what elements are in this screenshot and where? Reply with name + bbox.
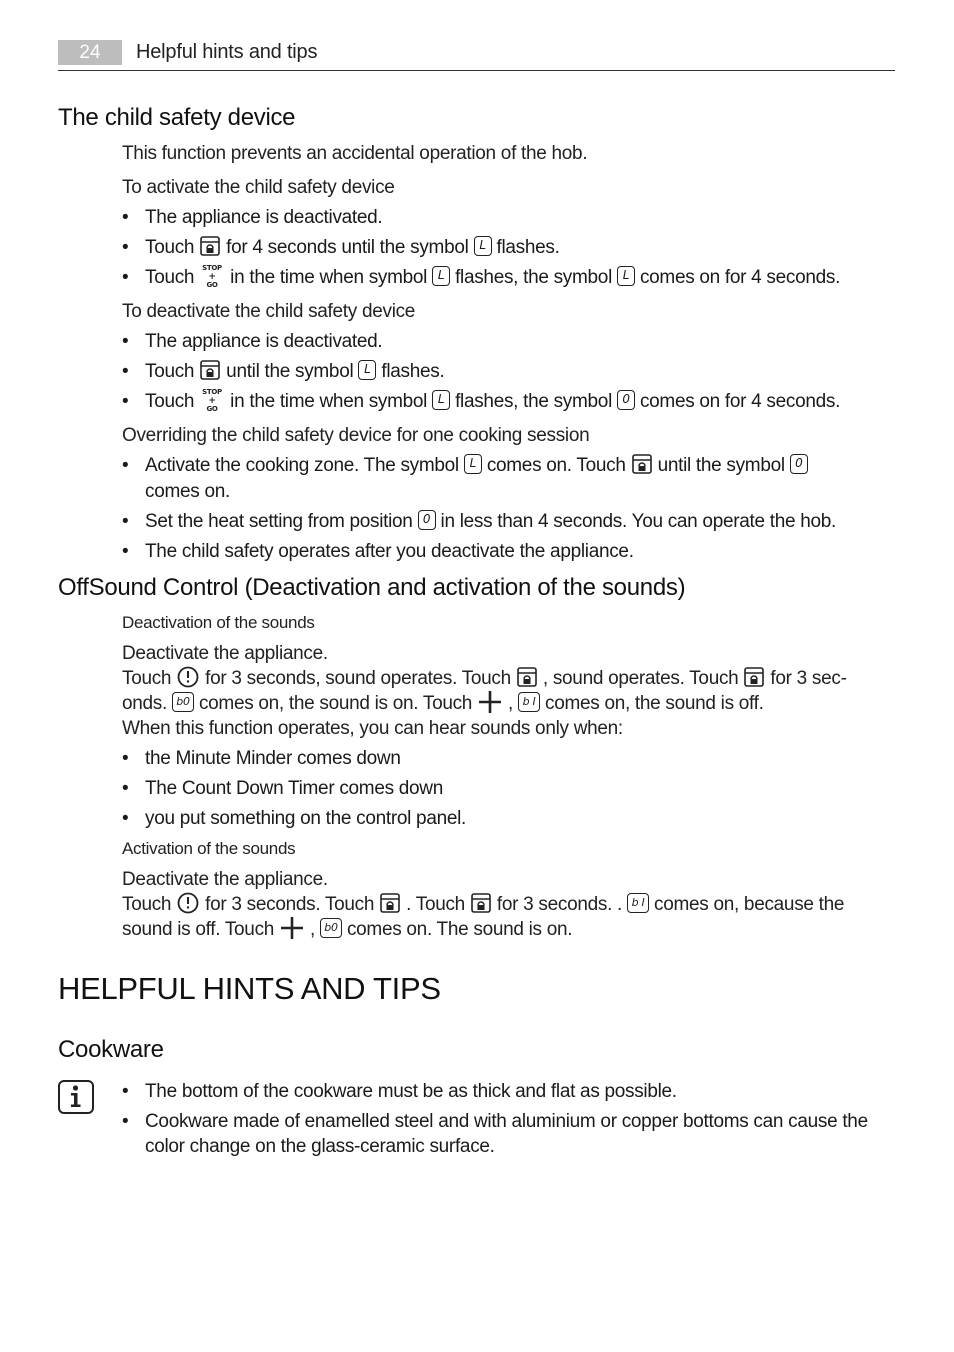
list-item: Touch STOP + GO in the time when symbol L flashes, the symbol L comes on for 4 seconds. <box>145 264 841 289</box>
intro-text: This function prevents an accidental operation of the hob. <box>122 143 588 164</box>
symbol-zero: 0 <box>617 390 635 410</box>
bullet: • <box>122 331 129 352</box>
bullet: • <box>122 808 129 829</box>
label-activation: Activation of the sounds <box>122 839 296 858</box>
key-lock-icon <box>199 359 221 381</box>
section-heading-child-safety: The child safety device <box>58 104 296 131</box>
bullet: • <box>122 1081 129 1102</box>
paragraph-line: Touch for 3 seconds. Touch . Touch for 3 seconds. . b I comes on, because the <box>122 892 844 917</box>
bullet: • <box>122 541 129 562</box>
key-lock-icon <box>743 666 765 688</box>
symbol-L: L <box>474 236 492 256</box>
symbol-L: L <box>358 360 376 380</box>
page-number: 24 <box>58 40 122 65</box>
bullet: • <box>122 237 129 258</box>
list-item: The appliance is deactivated. <box>145 207 383 228</box>
bullet: • <box>122 511 129 532</box>
bullet: • <box>122 455 129 476</box>
stop-go-icon <box>199 387 225 413</box>
key-lock-icon <box>379 892 401 914</box>
bullet: • <box>122 778 129 799</box>
bullet: • <box>122 267 129 288</box>
list-item: Cookware made of enamelled steel and with aluminium or copper bottoms can cause the <box>145 1111 868 1132</box>
svg-text:GO: GO <box>206 281 218 289</box>
stop-go-icon <box>199 263 225 289</box>
chapter-heading: HELPFUL HINTS AND TIPS <box>58 971 441 1006</box>
bullet: • <box>122 361 129 382</box>
subheading-override: Overriding the child safety device for one cooking session <box>122 425 590 446</box>
svg-text:+: + <box>208 272 216 282</box>
list-item: Touch until the symbol L flashes. <box>145 359 444 384</box>
symbol-L: L <box>432 266 450 286</box>
list-item: the Minute Minder comes down <box>145 748 401 769</box>
symbol-b1: b I <box>518 692 540 712</box>
symbol-L: L <box>464 454 482 474</box>
running-header: Helpful hints and tips <box>136 41 318 63</box>
paragraph-line: onds. b0 comes on, the sound is on. Touch , b I comes on, the sound is off. <box>122 691 764 717</box>
svg-text:+: + <box>208 396 216 406</box>
list-item-continuation: comes on. <box>145 481 230 502</box>
list-item: Touch STOP + GO in the time when symbol L flashes, the symbol 0 comes on for 4 seconds. <box>145 388 841 413</box>
symbol-zero: 0 <box>790 454 808 474</box>
symbol-L: L <box>617 266 635 286</box>
bullet: • <box>122 748 129 769</box>
symbol-b0: b0 <box>320 918 342 938</box>
subheading-deactivate: To deactivate the child safety device <box>122 301 416 322</box>
list-item: The bottom of the cookware must be as thick and flat as possible. <box>145 1081 677 1102</box>
power-icon <box>176 891 200 915</box>
list-item: The child safety operates after you deactivate the appliance. <box>145 541 634 562</box>
plus-icon <box>477 689 503 715</box>
symbol-b1: b I <box>627 893 649 913</box>
key-lock-icon <box>199 235 221 257</box>
paragraph-line: Touch for 3 seconds, sound operates. Touch , sound operates. Touch for 3 sec- <box>122 666 847 691</box>
section-heading-offsound: OffSound Control (Deactivation and activation of the sounds) <box>58 574 686 601</box>
paragraph-line: Deactivate the appliance. <box>122 869 328 890</box>
key-lock-icon <box>470 892 492 914</box>
paragraph-line: When this function operates, you can hear sounds only when: <box>122 718 623 739</box>
paragraph-line: sound is off. Touch , b0 comes on. The sound is on. <box>122 917 572 943</box>
plus-icon <box>279 915 305 941</box>
symbol-L: L <box>432 390 450 410</box>
key-lock-icon <box>631 453 653 475</box>
list-item: Touch for 4 seconds until the symbol L flashes. <box>145 235 560 260</box>
list-item: you put something on the control panel. <box>145 808 467 829</box>
list-item: Set the heat setting from position 0 in less than 4 seconds. You can operate the hob. <box>145 511 837 532</box>
info-icon <box>58 1080 94 1114</box>
svg-text:STOP: STOP <box>202 388 223 396</box>
label-deactivation: Deactivation of the sounds <box>122 613 315 632</box>
symbol-zero: 0 <box>418 510 436 530</box>
list-item-continuation: color change on the glass-ceramic surface. <box>145 1136 495 1157</box>
bullet: • <box>122 391 129 412</box>
list-item: The appliance is deactivated. <box>145 331 383 352</box>
key-lock-icon <box>516 666 538 688</box>
list-item: The Count Down Timer comes down <box>145 778 443 799</box>
svg-text:GO: GO <box>206 405 218 413</box>
section-heading-cookware: Cookware <box>58 1036 164 1063</box>
paragraph-line: Deactivate the appliance. <box>122 643 328 664</box>
svg-text:STOP: STOP <box>202 264 223 272</box>
bullet: • <box>122 207 129 228</box>
power-icon <box>176 665 200 689</box>
list-item: Activate the cooking zone. The symbol L comes on. Touch until the symbol 0 <box>145 453 808 478</box>
header-rule <box>58 70 895 71</box>
subheading-activate: To activate the child safety device <box>122 177 395 198</box>
bullet: • <box>122 1111 129 1132</box>
symbol-b0: b0 <box>172 692 194 712</box>
